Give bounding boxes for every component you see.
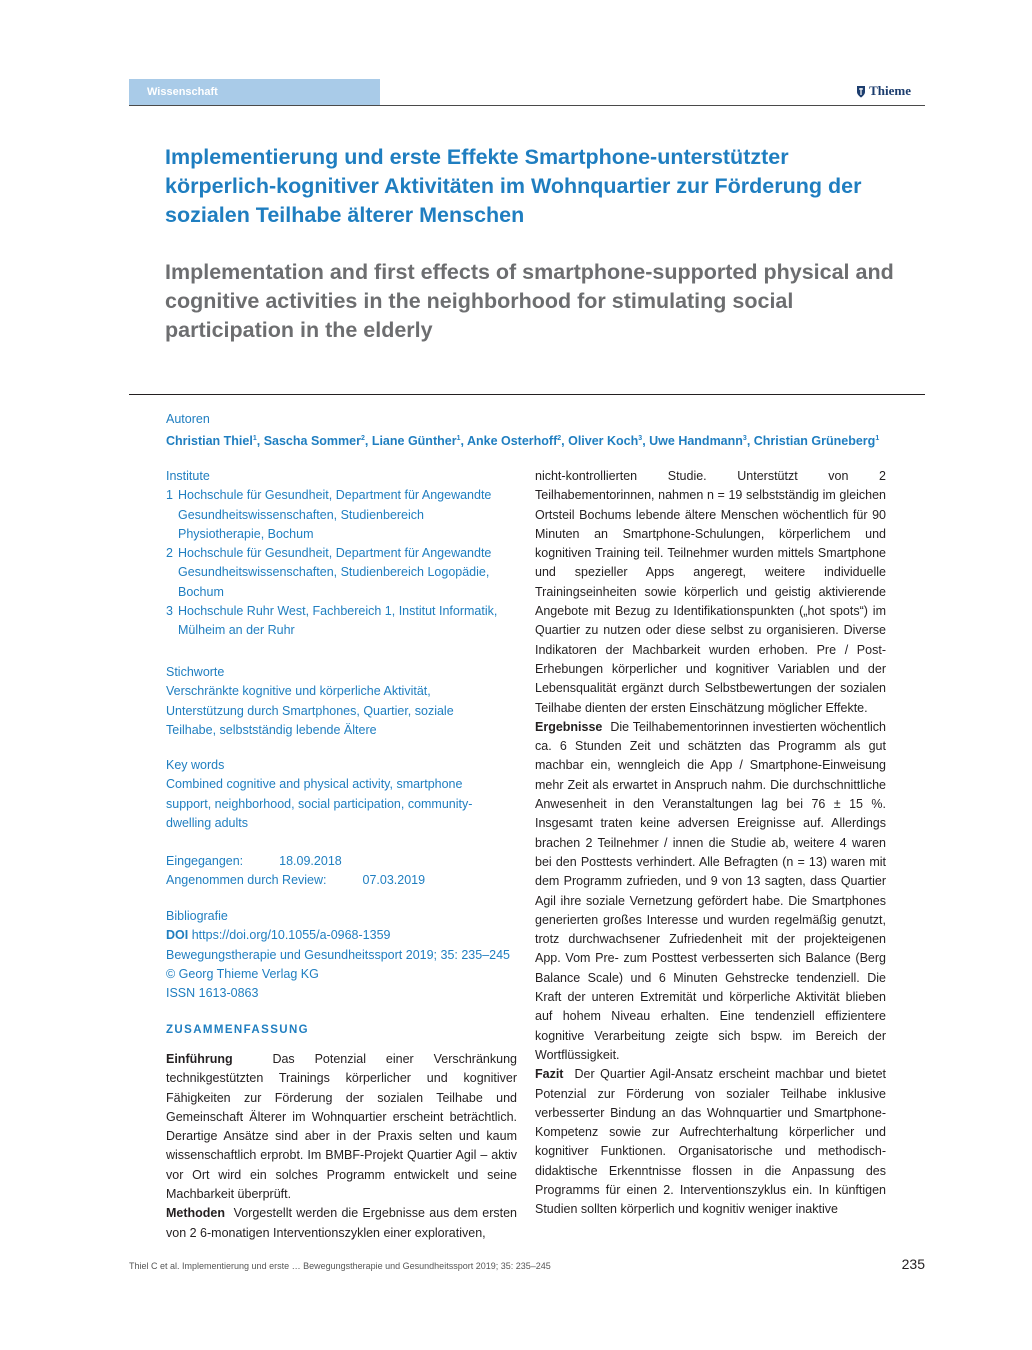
author[interactable]: Christian Thiel$^1$ [166, 434, 257, 449]
bibliography-label: Bibliografie [166, 909, 228, 923]
accepted-label: Angenommen durch Review: [166, 873, 327, 888]
author[interactable]: Oliver Koch$^3$ [568, 434, 643, 449]
institute-item: 1 Hochschule für Gesundheit, Department für Angewandte Gesundheitswissenschaften, Studienbereich Physiotherapie, Bochum [166, 488, 492, 541]
abstract-results: Ergebnisse Die Teilhabementorinnen investierten wöchentlich ca. 6 Stunden Zeit und schätzten das Programm als gut machbar ein, wenngleich die App / Smartphone-Einweisung mehr Zeit als erwartet in Anspruch nahm. Die durchschnittliche Anwesenheit in den Veranstaltungen lag bei 76 ± 15 %. Insgesamt traten keine adversen Ereignisse auf. Allerdings brachen 2 Teilnehmer / innen die Studie ab, weitere 4 waren bei den Posttests verhindert. Alle Befragten (n = 13) waren mit dem Programm zufrieden, und 9 von 13 sagten, dass Quartier Agil ihre soziale Vernetzung gefördert habe. Die Smartphones generierten großes Interesse und wurden regelmäßig genutzt, trotz durchwachsener Zufriedenheit mit der projekteigenen App. Vom Pre- zum Posttest verbesserten sich Balance (Berg Balance Scale) und 6 Minuten Gehstrecke tendenziell. Die Kraft der unteren Extremität und körperliche Aktivität blieben auf hohem Niveau erhalten. Eine tendenziell effizientere kognitive Verarbeitung zeigte sich bspw. im Bereich der Wortflüssigkeit. [535, 719, 886, 1062]
stichworte-text: Verschränkte kognitive und körperliche Aktivität, Unterstützung durch Smartphones, Quartier, soziale Teilhabe, selbstständig lebende Ältere [166, 684, 454, 737]
abstract-heading: ZUSAMMENFASSUNG [166, 1024, 310, 1036]
title-english: Implementation and first effects of smartphone-supported physical and cognitive activities in the neighborhood for stimulating social participation in the elderly [165, 260, 894, 342]
institutes-label: Institute [166, 469, 210, 483]
received-label: Eingegangen: [166, 854, 244, 868]
author[interactable]: Sascha Sommer$^2$ [263, 434, 365, 449]
footer-reference: Thiel C et al. Implementierung und erste … Bewegungstherapie und Gesundheitssport 2019; 35: 235–245 [129, 1261, 551, 1271]
author[interactable]: Anke Osterhoff$^2$ [466, 434, 562, 449]
accepted-row [166, 871, 511, 890]
stichworte-section [166, 663, 506, 740]
publisher-logo [856, 83, 911, 99]
institute-item: 2 Hochschule für Gesundheit, Department für Angewandte Gesundheitswissenschaften, Studienbereich Logopädie, Bochum [166, 546, 492, 599]
authors-list: Christian Thiel$^1$, Sascha Sommer$^2$, Liane Günther$^1$, Anke Osterhoff$^2$, Oliver Koch$^3$, Uwe Handmann$^3$, Christian Grüneberg$^1$ [166, 434, 880, 449]
publisher-name: Thieme [869, 83, 911, 98]
authors-label: Autoren [166, 412, 210, 426]
title-german: Implementierung und erste Effekte Smartphone-unterstützter körperlich-kognitiver Aktivitäten im Wohnquartier zur Förderung der sozialen Teilhabe älterer Menschen [165, 145, 862, 227]
keywords-label: Key words [166, 758, 225, 772]
thieme-shield-icon [856, 85, 866, 98]
abstract-intro: Einführung Das Potenzial einer Verschränkung technikgestützten Trainings körperlicher und kognitiver Fähigkeiten zur Förderung der sozialen Teilhabe und Gemeinschaft Älterer im Wohnquartier erscheint beträchtlich. Derartige Ansätze sind aber in der Praxis selten und kaum wissenschaftlich erprobt. Im BMBF-Projekt Quartier Agil – aktiv vor Ort wird ein solches Programm entwickelt und seine Machbarkeit überprüft. [166, 1052, 517, 1202]
received-date: 18.09.2018 [279, 854, 342, 868]
issn: ISSN 1613-0863 [166, 986, 259, 1001]
accepted-date: 07.03.2019 [362, 873, 426, 888]
author[interactable]: Liane Günther$^1$ [371, 434, 461, 449]
abstract-methods-continued: nicht-kontrollierten Studie. Unterstützt von 2 Teilhabementorinnen, nahmen n = 19 selbstständig im gleichen Ortsteil Bochums lebende ältere Menschen wöchentlich für 90 Minuten an Smartphone-Schulungen, körperlichem und kognitiven Training teil. Teilnehmer wurden mittels Smartphone und spezieller Apps angeregt, weitere individuelle Trainingseinheiten sowie körperlich und geistig aktivierende Angebote mit Bezug zu Identifikationspunkten („hot spots“) im Quartier zu nutzen oder diese selbst zu organisieren. Diverse Indikatoren der Machbarkeit wurden erhoben. Pre / Post-Erhebungen körperlicher und kognitiver Variablen und der Lebensqualität ergänzt durch Selbstbewertungen der sozialen Teilhabe dienten der ersten Einschätzung möglicher Effekte. [535, 469, 886, 715]
authors-section [166, 410, 926, 452]
copyright: © Georg Thieme Verlag KG [166, 966, 319, 981]
section-tag: Wissenschaft [129, 79, 380, 105]
abstract-column-left [166, 1050, 517, 1243]
doi-row [166, 926, 526, 945]
header-rule [129, 105, 925, 106]
stichworte-label: Stichworte [166, 665, 225, 679]
keywords-text: Combined cognitive and physical activity, smartphone support, neighborhood, social participation, community-dwelling adults [166, 777, 473, 830]
dates-section [166, 852, 511, 891]
institutes-section [166, 467, 511, 641]
doi-label: DOI [166, 928, 189, 943]
author[interactable]: Christian Grüneberg$^1$ [753, 434, 880, 449]
received-row [166, 852, 511, 871]
author[interactable]: Uwe Handmann$^3$ [649, 434, 747, 449]
keywords-section [166, 756, 511, 833]
abstract-column-right [535, 467, 886, 1220]
abstract-methods: Methoden Vorgestellt werden die Ergebnisse aus dem ersten von 2 6-monatigen Interventionszyklen einer explorativen, [166, 1206, 517, 1240]
doi-link[interactable]: https://doi.org/10.1055/a-0968-1359 [191, 928, 391, 943]
bibliography-section [166, 907, 526, 1003]
institute-item: 3 Hochschule Ruhr West, Fachbereich 1, Institut Informatik, Mülheim an der Ruhr [166, 604, 498, 638]
page-number: 235 [901, 1256, 925, 1272]
title-rule [129, 394, 925, 395]
abstract-conclusion: Fazit Der Quartier Agil-Ansatz erscheint machbar und bietet Potenzial zur Förderung von sozialer Teilhabe inklusive verbesserter Bindung an das Wohnquartier und Smartphone-Kompetenz sowie zur Aufrechterhaltung körperlicher und kognitiver Funktionen. Organisatorische und methodisch-didaktische Erkenntnisse flossen in die Anpassung des Programms für einen 2. Interventionszyklus ein. In künftigen Studien sollten körperlich und kognitiv weniger inaktive [535, 1067, 887, 1217]
journal-citation: Bewegungstherapie und Gesundheitssport 2019; 35: 235–245 [166, 947, 511, 962]
